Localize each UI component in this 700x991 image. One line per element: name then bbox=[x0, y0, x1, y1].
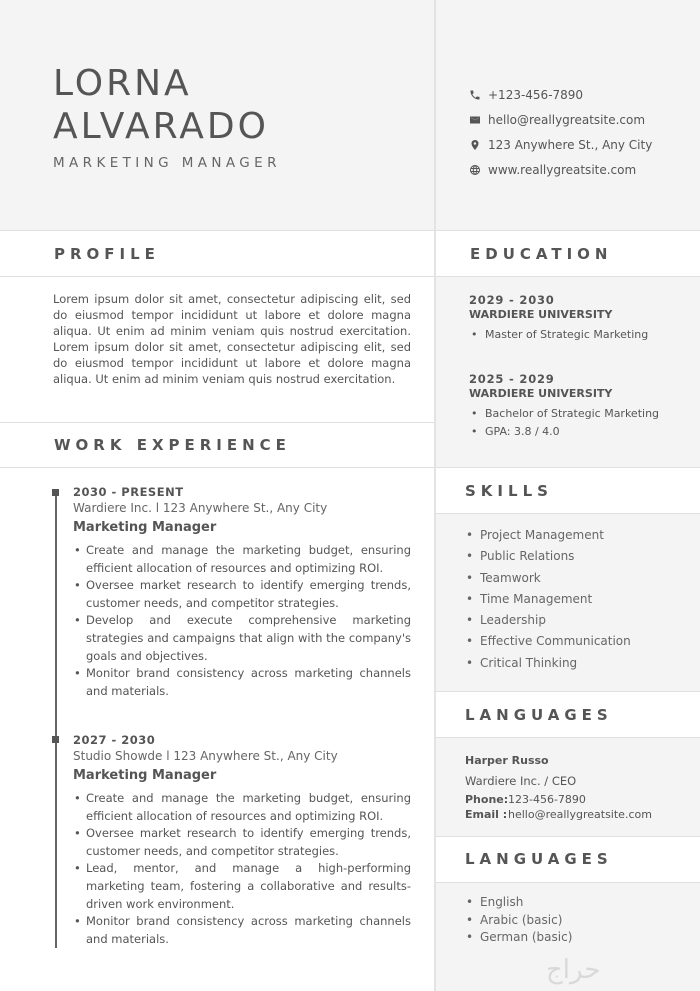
job-company: Wardiere Inc. l 123 Anywhere St., Any City bbox=[73, 501, 328, 515]
contact-email: hello@reallygreatsite.com bbox=[468, 107, 652, 132]
languages-heading: LANGUAGES bbox=[465, 706, 613, 724]
skill-item: • Teamwork bbox=[464, 568, 631, 589]
phone-icon bbox=[468, 88, 481, 101]
job-bullet: • Monitor brand consistency across marketing channels and materials. bbox=[73, 913, 411, 948]
education-years: 2029 - 2030 bbox=[469, 293, 555, 307]
job-bullets bbox=[73, 790, 411, 948]
job-bullet: • Develop and execute comprehensive marketing strategies and campaigns that align with the company's goals and objectives. bbox=[73, 612, 411, 665]
language-item: • Arabic (basic) bbox=[464, 912, 572, 930]
contact-list bbox=[468, 82, 652, 182]
skill-item: • Time Management bbox=[464, 589, 631, 610]
education-detail: • GPA: 3.8 / 4.0 bbox=[469, 423, 684, 441]
education-heading: EDUCATION bbox=[470, 245, 613, 263]
skill-item: • Effective Communication bbox=[464, 631, 631, 652]
languages-list bbox=[464, 894, 572, 947]
contact-website: www.reallygreatsite.com bbox=[468, 157, 652, 182]
language-item: • English bbox=[464, 894, 572, 912]
education-entry bbox=[469, 293, 684, 344]
education-detail: • Bachelor of Strategic Marketing bbox=[469, 405, 684, 423]
first-name: LORNA bbox=[53, 63, 192, 104]
reference-phone: Phone:123-456-7890 bbox=[465, 793, 586, 806]
timeline-marker bbox=[52, 736, 59, 743]
job-bullets bbox=[73, 542, 411, 700]
education-school: WARDIERE UNIVERSITY bbox=[469, 387, 613, 400]
reference-block bbox=[465, 752, 652, 822]
reference-company: Wardiere Inc. / CEO bbox=[465, 774, 577, 788]
skills-heading: SKILLS bbox=[465, 482, 553, 500]
job-title: Marketing Manager bbox=[73, 520, 217, 535]
location-pin-icon bbox=[468, 138, 481, 151]
job-dates: 2027 - 2030 bbox=[73, 733, 156, 747]
mail-icon bbox=[468, 113, 481, 126]
job-company: Studio Showde l 123 Anywhere St., Any City bbox=[73, 749, 338, 763]
language-item: • German (basic) bbox=[464, 929, 572, 947]
profile-heading: PROFILE bbox=[54, 245, 160, 263]
skills-list bbox=[464, 525, 631, 674]
globe-icon bbox=[468, 163, 481, 176]
job-bullet: • Create and manage the marketing budget, ensuring efficient allocation of resources and optimizing ROI. bbox=[73, 542, 411, 577]
skill-item: • Public Relations bbox=[464, 546, 631, 567]
job-title: Marketing Manager bbox=[73, 768, 217, 783]
last-name: ALVARADO bbox=[53, 106, 269, 147]
watermark-logo: حراج bbox=[546, 955, 601, 985]
job-bullet: • Monitor brand consistency across marketing channels and materials. bbox=[73, 665, 411, 700]
contact-phone: +123-456-7890 bbox=[468, 82, 652, 107]
skill-item: • Project Management bbox=[464, 525, 631, 546]
job-dates: 2030 - PRESENT bbox=[73, 485, 184, 499]
timeline-marker bbox=[52, 489, 59, 496]
skill-item: • Critical Thinking bbox=[464, 653, 631, 674]
timeline-line bbox=[55, 492, 57, 948]
education-entry bbox=[469, 372, 684, 441]
candidate-name bbox=[53, 62, 269, 148]
job-bullet: • Oversee market research to identify emerging trends, customer needs, and competitor strategies. bbox=[73, 577, 411, 612]
profile-text: Lorem ipsum dolor sit amet, consectetur adipiscing elit, sed do eiusmod tempor incididunt ut labore et dolore magna aliqua. Ut enim ad minim veniam quis nostrud exercitation. Lorem ipsum dolor sit amet, consectetur adipiscing elit, sed do eiusmod tempor incididunt ut labore et dolore magna aliqua. Ut enim ad minim veniam quis nostrud exercitation. bbox=[53, 292, 411, 387]
languages-heading-2: LANGUAGES bbox=[465, 850, 613, 868]
job-role: MARKETING MANAGER bbox=[53, 155, 281, 171]
education-years: 2025 - 2029 bbox=[469, 372, 555, 386]
education-detail: • Master of Strategic Marketing bbox=[469, 326, 684, 344]
job-bullet: • Create and manage the marketing budget, ensuring efficient allocation of resources and optimizing ROI. bbox=[73, 790, 411, 825]
work-heading: WORK EXPERIENCE bbox=[54, 436, 291, 454]
education-school: WARDIERE UNIVERSITY bbox=[469, 308, 613, 321]
skill-item: • Leadership bbox=[464, 610, 631, 631]
job-bullet: • Oversee market research to identify emerging trends, customer needs, and competitor strategies. bbox=[73, 825, 411, 860]
job-bullet: • Lead, mentor, and manage a high-performing marketing team, fostering a collaborative and results-driven work environment. bbox=[73, 860, 411, 913]
contact-address: 123 Anywhere St., Any City bbox=[468, 132, 652, 157]
job-entry bbox=[73, 733, 411, 948]
reference-name: Harper Russo bbox=[465, 754, 549, 767]
reference-email: Email :hello@reallygreatsite.com bbox=[465, 808, 652, 821]
job-entry bbox=[73, 485, 411, 700]
